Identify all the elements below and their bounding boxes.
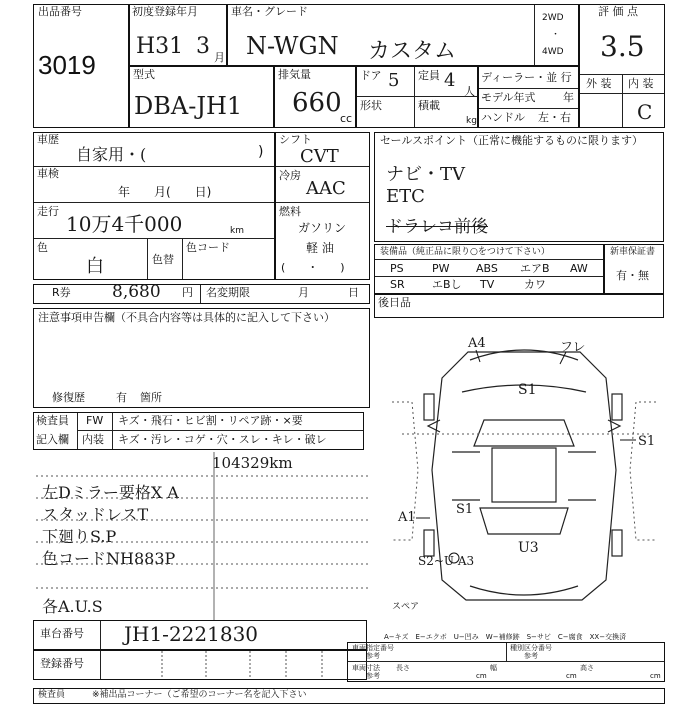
sales-title: セールスポイント（正常に機能するものに限ります） (380, 134, 644, 147)
repair-place: 箇所 (140, 391, 162, 404)
fuel-label: 燃料 (279, 205, 301, 218)
doors-value: 5 (388, 70, 400, 91)
designated-ref: 参考 (366, 652, 380, 660)
eq-pw: PW (432, 262, 450, 275)
load-label: 積載 (418, 99, 440, 112)
later-label: 後日品 (378, 296, 411, 309)
yen-unit: 円 (182, 286, 193, 299)
mark-s1-mid: S1 (456, 502, 474, 517)
month-unit: 月 (214, 51, 225, 64)
eq-ebl: エBし (432, 278, 462, 291)
eq-kawa: カワ (524, 278, 546, 291)
model-label: 車名・グレード (231, 5, 308, 18)
handle-value: 左・右 (538, 111, 571, 124)
first-reg-label: 初度登録年月 (132, 5, 198, 18)
first-reg-era: H31 (136, 34, 184, 59)
height-label: 高さ (580, 664, 594, 672)
fw-text: キズ・飛石・ヒビ割・リペア跡・×要 (118, 414, 303, 427)
model-name: N-WGN (246, 32, 339, 60)
inspector-label: 検査員 (36, 414, 69, 427)
mark-fure: フレ (560, 340, 586, 355)
shape-label: 形状 (360, 99, 382, 112)
lot-number: 3019 (38, 50, 96, 80)
capacity-value: 4 (444, 70, 456, 91)
entry-label: 記入欄 (36, 433, 69, 446)
mileage-value: 10万4千000 (66, 212, 183, 236)
type-label: 型式 (133, 68, 155, 81)
drive-4wd: 4WD (542, 47, 564, 57)
interior-label: 内 装 (628, 77, 654, 90)
width-unit: cm (566, 672, 577, 680)
mark-a1: A1 (398, 510, 416, 525)
eq-aw: AW (570, 262, 588, 275)
sales-item-struck: ドラレコ前後 (386, 217, 488, 237)
new-car-label: 新車保証書 (610, 247, 656, 257)
r-label: R券 (52, 286, 71, 299)
doors-label: ドア (360, 69, 382, 82)
interior-text: キズ・汚レ・コゲ・穴・スレ・キレ・破レ (118, 433, 327, 446)
eq-airbag: エアB (520, 262, 550, 275)
shaken-value: 年 月( 日) (118, 185, 212, 199)
repair-value: 有 (116, 391, 127, 404)
shaken-label: 車検 (37, 167, 59, 180)
mileage-label: 走行 (37, 205, 59, 218)
ac-value: AAC (306, 178, 346, 199)
sales-item-1: ナビ・TV (386, 164, 466, 185)
remark-5: 各A.U.S (42, 597, 103, 616)
notes-title: 注意事項申告欄（不具合内容等は具体的に記入して下さい） (38, 311, 335, 324)
cc-unit: cc (340, 112, 353, 125)
mark-u3: U3 (518, 540, 539, 556)
displacement-label: 排気量 (278, 68, 311, 81)
color-change-label: 色替 (152, 253, 174, 266)
shift-label: シフト (279, 133, 312, 146)
ac-label: 冷房 (279, 169, 301, 182)
color-label: 色 (37, 241, 48, 254)
new-car-value: 有・無 (616, 269, 649, 282)
exterior-label: 外 装 (586, 77, 612, 90)
km-unit: km (230, 226, 244, 236)
color-value: 白 (86, 256, 104, 277)
model-year-label: モデル年式 (481, 91, 536, 104)
reg-label: 登録番号 (40, 657, 84, 670)
first-reg-month: 3 (196, 34, 210, 59)
length-unit: cm (476, 672, 487, 680)
footer-text: ※補出品コーナー（ご希望のコーナー名を記入下さい (92, 690, 307, 700)
remark-4: 色コードNH883P (42, 549, 176, 568)
sales-item-2: ETC (386, 186, 425, 207)
chassis-label: 車台番号 (40, 627, 84, 640)
drive-dot: ・ (551, 30, 561, 40)
drive-2wd: 2WD (542, 13, 564, 23)
width-label: 幅 (490, 664, 497, 672)
interior-value: C (637, 100, 653, 124)
capacity-label: 定員 (418, 69, 440, 82)
length-label: 長さ (396, 664, 410, 672)
dealer-label: ディーラー・並 行 (481, 71, 572, 84)
remark-1: 左Dミラー要格X A (42, 483, 179, 502)
dimension-label: 車両寸法 (352, 664, 380, 672)
fuel-paren: ( ・ ) (281, 261, 345, 274)
eq-tv: TV (480, 278, 495, 291)
kg-unit: kg (466, 116, 477, 126)
history-close: ) (258, 144, 264, 160)
capacity-unit: 人 (464, 85, 475, 98)
mark-spare: スペア (392, 602, 420, 612)
model-year-unit: 年 (563, 91, 574, 104)
history-label: 車歴 (37, 133, 59, 146)
mark-s2-ua3: S2~U A3 (418, 554, 475, 568)
eq-ps: PS (390, 262, 404, 275)
r-value: 8,680 (112, 282, 161, 302)
equipment-title: 装備品（純正品に限り○をつけて下さい） (380, 247, 550, 257)
lot-label: 出品番号 (38, 5, 82, 18)
type-value: DBA-JH1 (134, 92, 243, 120)
name-change-month: 月 (298, 286, 309, 299)
score-value: 3.5 (600, 30, 645, 63)
height-unit: cm (650, 672, 661, 680)
mark-a4: A4 (468, 336, 486, 351)
score-label: 評 価 点 (598, 5, 638, 18)
name-change-day: 日 (348, 286, 359, 299)
history-value: 自家用・( (76, 145, 147, 164)
color-code-label: 色コード (186, 241, 230, 254)
chassis-value: JH1-2221830 (124, 622, 259, 646)
handle-label: ハンドル (481, 111, 525, 124)
odometer-note: 104329km (212, 454, 293, 472)
mark-s1-right: S1 (638, 434, 656, 449)
fuel-diesel: 軽 油 (306, 241, 334, 255)
shift-value: CVT (300, 146, 339, 167)
interior-row-label: 内装 (82, 433, 104, 446)
grade: カスタム (368, 39, 457, 64)
mark-s1-top: S1 (518, 382, 537, 398)
legend-text: A−キズ E−エクボ U−凹み W−補修跡 S−サビ C−腐食 XX−交換済 (384, 633, 627, 641)
eq-sr: SR (390, 278, 405, 291)
fuel-gasoline: ガソリン (298, 221, 347, 235)
designated-label: 車両指定番号 (352, 644, 394, 652)
dimension-ref: 参考 (366, 672, 380, 680)
footer-inspector: 検査員 (38, 690, 66, 700)
displacement-value: 660 (292, 88, 342, 118)
category-label: 種別区分番号 (510, 644, 552, 652)
eq-abs: ABS (476, 262, 498, 275)
remark-2: スタッドレスT (42, 505, 149, 524)
remark-3: 下廻りS.P (42, 527, 117, 546)
name-change-label: 名変期限 (206, 286, 250, 299)
category-ref: 参考 (524, 652, 538, 660)
fw-label: FW (86, 414, 104, 427)
repair-label: 修復歴 (52, 391, 85, 404)
